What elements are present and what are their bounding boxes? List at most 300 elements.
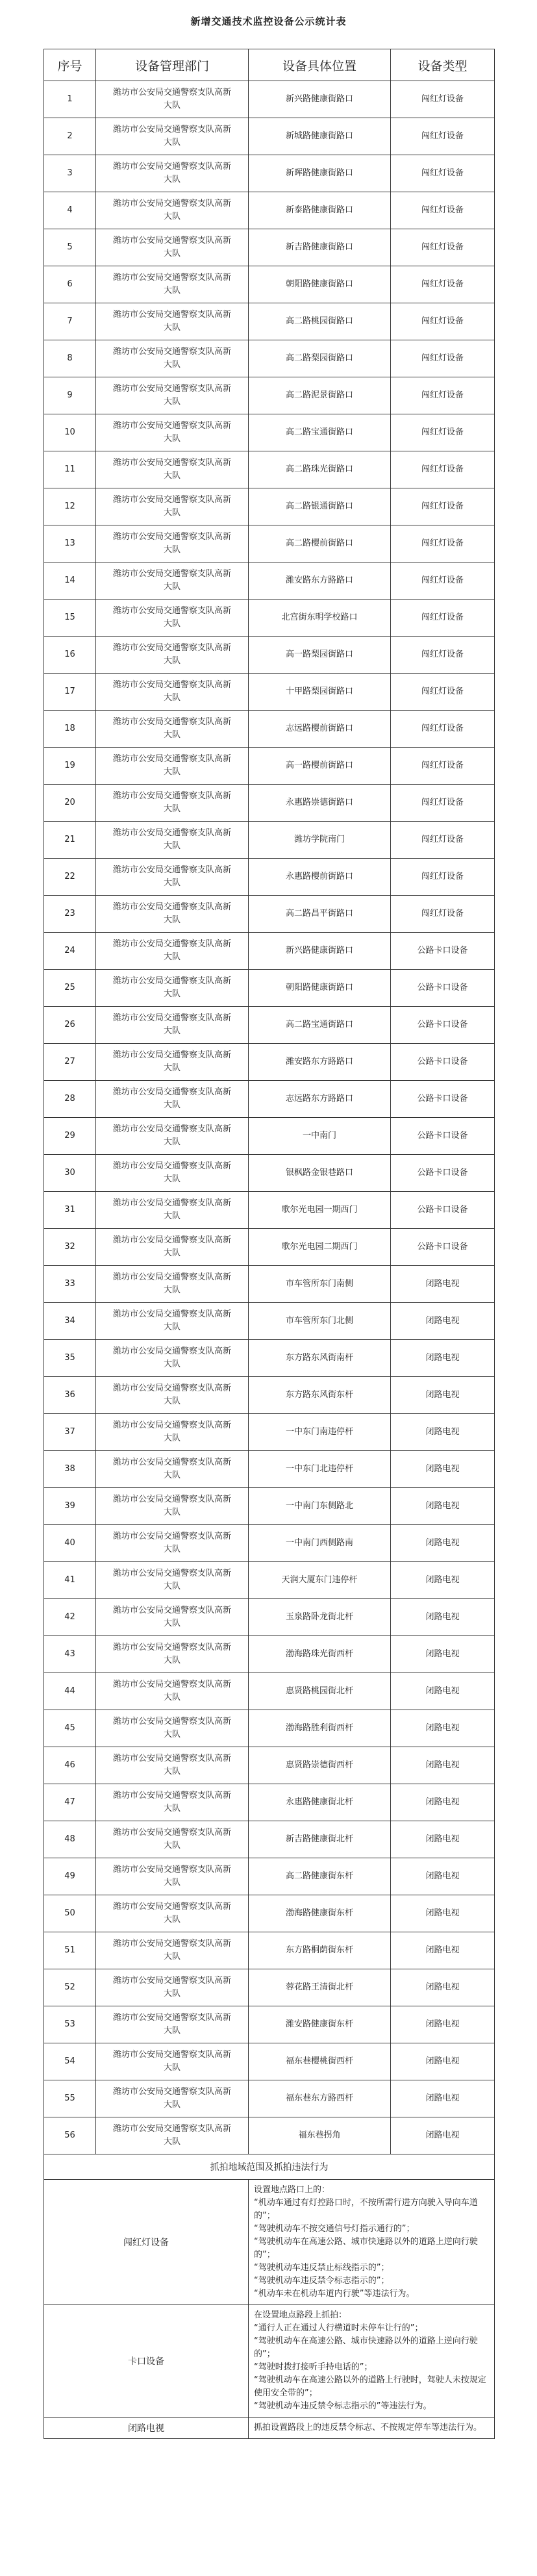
row-no: 38 [44,1451,96,1488]
row-department: 潍坊市公安局交通警察支队高新大队 [96,1044,249,1081]
table-row [44,822,495,859]
row-no: 6 [44,266,96,303]
row-location: 高一路梨园街路口 [249,637,391,674]
table-row [44,1377,495,1414]
table-row [44,1932,495,1969]
row-no: 10 [44,414,96,451]
row-department: 潍坊市公安局交通警察支队高新大队 [96,1821,249,1858]
row-location: 潍安路东方路路口 [249,1044,391,1081]
device-table [44,49,495,2439]
row-no: 27 [44,1044,96,1081]
table-row [44,2043,495,2080]
row-no: 20 [44,785,96,822]
row-location: 高二路宝通街路口 [249,414,391,451]
violation-line: 抓拍设置路段上的违反禁令标志、不按规定停车等违法行为。 [254,2423,482,2432]
violation-line: “驾驶机动车在高速公路以外的道路上行驶时，驾驶人未按规定使用安全带的”； [254,2375,486,2398]
row-department: 潍坊市公安局交通警察支队高新大队 [96,1007,249,1044]
row-type: 闯红灯设备 [391,192,495,229]
row-type: 闯红灯设备 [391,674,495,711]
row-department: 潍坊市公安局交通警察支队高新大队 [96,451,249,488]
violation-row [44,2180,495,2305]
row-type: 闭路电视 [391,1340,495,1377]
row-no: 50 [44,1895,96,1932]
table-row [44,488,495,525]
row-type: 闭路电视 [391,1377,495,1414]
row-department: 潍坊市公安局交通警察支队高新大队 [96,525,249,562]
row-department: 潍坊市公安局交通警察支队高新大队 [96,1229,249,1266]
table-row [44,896,495,933]
row-location: 天润大厦东门违停杆 [249,1562,391,1599]
row-type: 闯红灯设备 [391,81,495,118]
table-row [44,1229,495,1266]
row-type: 闭路电视 [391,1266,495,1303]
row-department: 潍坊市公安局交通警察支队高新大队 [96,1192,249,1229]
table-row [44,1081,495,1118]
row-no: 33 [44,1266,96,1303]
row-type: 闯红灯设备 [391,785,495,822]
violation-line: “机动车未在机动车道内行驶”等违法行为。 [254,2289,415,2299]
row-no: 21 [44,822,96,859]
row-department: 潍坊市公安局交通警察支队高新大队 [96,933,249,970]
row-department: 潍坊市公安局交通警察支队高新大队 [96,1414,249,1451]
row-location: 新兴路健康街路口 [249,933,391,970]
row-department: 潍坊市公安局交通警察支队高新大队 [96,2117,249,2154]
row-no: 29 [44,1118,96,1155]
table-row [44,600,495,637]
header-type: 设备类型 [391,49,495,81]
table-row [44,1747,495,1784]
row-type: 闯红灯设备 [391,562,495,600]
row-type: 闯红灯设备 [391,266,495,303]
row-type: 闭路电视 [391,2006,495,2043]
row-no: 31 [44,1192,96,1229]
row-no: 32 [44,1229,96,1266]
row-no: 12 [44,488,96,525]
row-department: 潍坊市公安局交通警察支队高新大队 [96,414,249,451]
violation-description [249,2418,495,2439]
row-location: 东方路桐荫街东杆 [249,1932,391,1969]
row-location: 永惠路健康街北杆 [249,1784,391,1821]
row-type: 闯红灯设备 [391,600,495,637]
row-department: 潍坊市公安局交通警察支队高新大队 [96,785,249,822]
row-type: 闯红灯设备 [391,118,495,155]
row-location: 一中南门 [249,1118,391,1155]
table-row [44,1451,495,1488]
table-row [44,2006,495,2043]
row-location: 一中东门北违停杆 [249,1451,391,1488]
row-no: 25 [44,970,96,1007]
table-row [44,414,495,451]
row-location: 市车管所东门南侧 [249,1266,391,1303]
row-location: 新晖路健康街路口 [249,155,391,192]
table-row [44,1007,495,1044]
row-location: 福东巷东方路西杆 [249,2080,391,2117]
row-no: 13 [44,525,96,562]
table-row [44,1710,495,1747]
table-body [44,81,495,2154]
row-type: 闭路电视 [391,1969,495,2006]
row-no: 5 [44,229,96,266]
row-location: 新城路健康街路口 [249,118,391,155]
page-title: 新增交通技术监控设备公示统计表 [190,16,347,27]
row-department: 潍坊市公安局交通警察支队高新大队 [96,674,249,711]
table-row [44,1858,495,1895]
header-no: 序号 [44,49,96,81]
row-type: 闭路电视 [391,1673,495,1710]
row-location: 东方路东风街东杆 [249,1377,391,1414]
row-department: 潍坊市公安局交通警察支队高新大队 [96,1451,249,1488]
table-row [44,748,495,785]
row-department: 潍坊市公安局交通警察支队高新大队 [96,1599,249,1636]
row-type: 闯红灯设备 [391,711,495,748]
row-department: 潍坊市公安局交通警察支队高新大队 [96,1081,249,1118]
header-location: 设备具体位置 [249,49,391,81]
row-type: 闭路电视 [391,1710,495,1747]
row-department: 潍坊市公安局交通警察支队高新大队 [96,1673,249,1710]
row-location: 高二路泥景街路口 [249,377,391,414]
table-row [44,1969,495,2006]
row-no: 40 [44,1525,96,1562]
row-department: 潍坊市公安局交通警察支队高新大队 [96,1895,249,1932]
row-department: 潍坊市公安局交通警察支队高新大队 [96,822,249,859]
row-department: 潍坊市公安局交通警察支队高新大队 [96,1340,249,1377]
table-row [44,377,495,414]
row-type: 公路卡口设备 [391,1155,495,1192]
row-department: 潍坊市公安局交通警察支队高新大队 [96,488,249,525]
violation-category: 闯红灯设备 [44,2180,249,2305]
row-department: 潍坊市公安局交通警察支队高新大队 [96,1525,249,1562]
row-type: 闯红灯设备 [391,748,495,785]
row-location: 志远路东方路路口 [249,1081,391,1118]
table-row [44,1340,495,1377]
row-no: 4 [44,192,96,229]
row-type: 闯红灯设备 [391,896,495,933]
row-type: 闯红灯设备 [391,859,495,896]
table-row [44,674,495,711]
row-location: 高二路银通街路口 [249,488,391,525]
row-type: 闯红灯设备 [391,340,495,377]
row-no: 55 [44,2080,96,2117]
table-row [44,118,495,155]
row-location: 新兴路健康街路口 [249,81,391,118]
row-location: 永惠路樱前街路口 [249,859,391,896]
row-department: 潍坊市公安局交通警察支队高新大队 [96,118,249,155]
row-location: 惠贤路崇德街西杆 [249,1747,391,1784]
table-row [44,1562,495,1599]
violation-line: 设置地点路口上的： [254,2185,331,2195]
table-row [44,525,495,562]
row-location: 惠贤路桃园街北杆 [249,1673,391,1710]
violation-description [249,2305,495,2418]
row-department: 潍坊市公安局交通警察支队高新大队 [96,1858,249,1895]
row-location: 一中南门东侧路北 [249,1488,391,1525]
row-department: 潍坊市公安局交通警察支队高新大队 [96,155,249,192]
table-row [44,562,495,600]
row-location: 高二路昌平街路口 [249,896,391,933]
row-location: 高二路宝通街路口 [249,1007,391,1044]
row-no: 19 [44,748,96,785]
row-location: 东方路东风街南杆 [249,1340,391,1377]
row-type: 闯红灯设备 [391,451,495,488]
row-no: 37 [44,1414,96,1451]
row-type: 闭路电视 [391,1932,495,1969]
violations-section-row [44,2154,495,2180]
table-row [44,1266,495,1303]
table-row [44,637,495,674]
row-department: 潍坊市公安局交通警察支队高新大队 [96,192,249,229]
table-row [44,2117,495,2154]
row-no: 52 [44,1969,96,2006]
row-department: 潍坊市公安局交通警察支队高新大队 [96,748,249,785]
row-no: 39 [44,1488,96,1525]
violation-row [44,2305,495,2418]
row-no: 44 [44,1673,96,1710]
row-department: 潍坊市公安局交通警察支队高新大队 [96,1562,249,1599]
row-no: 16 [44,637,96,674]
row-location: 歌尔光电园一期西门 [249,1192,391,1229]
row-department: 潍坊市公安局交通警察支队高新大队 [96,970,249,1007]
row-type: 闯红灯设备 [391,488,495,525]
row-location: 十甲路梨园街路口 [249,674,391,711]
row-location: 渤海路胜利街西杆 [249,1710,391,1747]
row-location: 玉泉路卧龙街北杆 [249,1599,391,1636]
row-type: 闭路电视 [391,2043,495,2080]
violation-line: “驾驶机动车不按交通信号灯指示通行的”； [254,2224,415,2234]
violations-body [44,2154,495,2439]
row-location: 潍安路东方路路口 [249,562,391,600]
row-type: 闯红灯设备 [391,229,495,266]
row-type: 公路卡口设备 [391,970,495,1007]
row-location: 福东巷樱桃街西杆 [249,2043,391,2080]
row-location: 新泰路健康街路口 [249,192,391,229]
row-no: 15 [44,600,96,637]
row-location: 新吉路健康街北杆 [249,1821,391,1858]
row-no: 35 [44,1340,96,1377]
row-type: 闭路电视 [391,1599,495,1636]
row-type: 闭路电视 [391,1784,495,1821]
table-header-row [44,49,495,81]
row-no: 2 [44,118,96,155]
row-location: 一中南门西侧路南 [249,1525,391,1562]
row-no: 18 [44,711,96,748]
table-row [44,711,495,748]
row-no: 28 [44,1081,96,1118]
row-location: 高二路梨园街路口 [249,340,391,377]
row-no: 42 [44,1599,96,1636]
row-type: 闭路电视 [391,1525,495,1562]
row-department: 潍坊市公安局交通警察支队高新大队 [96,711,249,748]
row-no: 48 [44,1821,96,1858]
row-no: 53 [44,2006,96,2043]
row-type: 闭路电视 [391,1451,495,1488]
row-type: 闯红灯设备 [391,637,495,674]
row-no: 7 [44,303,96,340]
violation-line: “驾驶机动车违反禁止标线指示的”； [254,2263,390,2273]
table-row [44,933,495,970]
table-row [44,1525,495,1562]
table-row [44,1488,495,1525]
row-no: 24 [44,933,96,970]
row-type: 闯红灯设备 [391,414,495,451]
row-no: 45 [44,1710,96,1747]
row-department: 潍坊市公安局交通警察支队高新大队 [96,2043,249,2080]
row-no: 22 [44,859,96,896]
violation-description [249,2180,495,2305]
table-row [44,1044,495,1081]
row-type: 公路卡口设备 [391,1044,495,1081]
row-type: 闭路电视 [391,1858,495,1895]
row-location: 渤海路健康街东杆 [249,1895,391,1932]
table-row [44,1118,495,1155]
row-no: 11 [44,451,96,488]
row-department: 潍坊市公安局交通警察支队高新大队 [96,266,249,303]
row-department: 潍坊市公安局交通警察支队高新大队 [96,2006,249,2043]
row-department: 潍坊市公安局交通警察支队高新大队 [96,896,249,933]
row-location: 高一路樱前街路口 [249,748,391,785]
row-type: 闭路电视 [391,1303,495,1340]
row-department: 潍坊市公安局交通警察支队高新大队 [96,340,249,377]
row-type: 闭路电视 [391,1821,495,1858]
violation-line: “驾驶时拨打接听手持电话的”； [254,2362,373,2372]
row-location: 永惠路崇德街路口 [249,785,391,822]
table-row [44,266,495,303]
row-no: 34 [44,1303,96,1340]
row-location: 市车管所东门北侧 [249,1303,391,1340]
row-type: 公路卡口设备 [391,1118,495,1155]
table-row [44,1636,495,1673]
table-row [44,859,495,896]
table-row [44,340,495,377]
row-department: 潍坊市公安局交通警察支队高新大队 [96,1303,249,1340]
row-department: 潍坊市公安局交通警察支队高新大队 [96,859,249,896]
row-location: 福东巷拐角 [249,2117,391,2154]
row-no: 51 [44,1932,96,1969]
row-type: 闯红灯设备 [391,822,495,859]
row-department: 潍坊市公安局交通警察支队高新大队 [96,229,249,266]
row-department: 潍坊市公安局交通警察支队高新大队 [96,1377,249,1414]
row-location: 高二路樱前街路口 [249,525,391,562]
table-row [44,1784,495,1821]
row-type: 闭路电视 [391,1636,495,1673]
row-type: 公路卡口设备 [391,1081,495,1118]
table-row [44,1895,495,1932]
row-type: 公路卡口设备 [391,933,495,970]
row-type: 闯红灯设备 [391,525,495,562]
row-no: 26 [44,1007,96,1044]
row-department: 潍坊市公安局交通警察支队高新大队 [96,1747,249,1784]
row-no: 30 [44,1155,96,1192]
violation-line: 在设置地点路段上抓拍： [254,2310,347,2320]
table-row [44,785,495,822]
row-type: 闭路电视 [391,1562,495,1599]
violation-category: 卡口设备 [44,2305,249,2418]
row-type: 闭路电视 [391,1895,495,1932]
row-type: 闯红灯设备 [391,377,495,414]
row-type: 闯红灯设备 [391,303,495,340]
row-no: 3 [44,155,96,192]
row-no: 8 [44,340,96,377]
row-type: 闭路电视 [391,1414,495,1451]
row-department: 潍坊市公安局交通警察支队高新大队 [96,81,249,118]
row-no: 47 [44,1784,96,1821]
row-no: 23 [44,896,96,933]
violation-line: “通行人正在通过人行横道时未停车让行的”； [254,2323,423,2333]
row-department: 潍坊市公安局交通警察支队高新大队 [96,1710,249,1747]
row-department: 潍坊市公安局交通警察支队高新大队 [96,1118,249,1155]
row-type: 闭路电视 [391,1747,495,1784]
violations-section-title: 抓拍地域范围及抓拍违法行为 [44,2154,495,2180]
row-no: 43 [44,1636,96,1673]
violation-category: 闭路电视 [44,2418,249,2439]
violation-line: “驾驶机动车违反禁令标志指示的”等违法行为。 [254,2401,432,2411]
row-no: 41 [44,1562,96,1599]
row-location: 高二路珠光街路口 [249,451,391,488]
violation-line: “机动车通过有灯控路口时，不按所需行进方向驶入导向车道的”； [254,2198,478,2221]
row-type: 闭路电视 [391,2080,495,2117]
row-department: 潍坊市公安局交通警察支队高新大队 [96,2080,249,2117]
row-type: 闭路电视 [391,1488,495,1525]
table-row [44,1414,495,1451]
table-row [44,1192,495,1229]
row-department: 潍坊市公安局交通警察支队高新大队 [96,1266,249,1303]
row-department: 潍坊市公安局交通警察支队高新大队 [96,377,249,414]
table-row [44,2080,495,2117]
row-type: 闭路电视 [391,2117,495,2154]
table-row [44,1673,495,1710]
row-department: 潍坊市公安局交通警察支队高新大队 [96,303,249,340]
table-row [44,1599,495,1636]
row-no: 56 [44,2117,96,2154]
row-location: 高二路桃园街路口 [249,303,391,340]
row-location: 潍安路健康街东杆 [249,2006,391,2043]
row-location: 朝阳路健康街路口 [249,970,391,1007]
row-location: 志远路樱前街路口 [249,711,391,748]
table-row [44,81,495,118]
table-row [44,1303,495,1340]
row-location: 朝阳路健康街路口 [249,266,391,303]
table-row [44,303,495,340]
row-department: 潍坊市公安局交通警察支队高新大队 [96,1969,249,2006]
violation-row [44,2418,495,2439]
row-department: 潍坊市公安局交通警察支队高新大队 [96,1784,249,1821]
row-location: 新吉路健康街路口 [249,229,391,266]
row-location: 银枫路金银巷路口 [249,1155,391,1192]
row-location: 一中东门南违停杆 [249,1414,391,1451]
row-no: 9 [44,377,96,414]
table-row [44,155,495,192]
row-department: 潍坊市公安局交通警察支队高新大队 [96,562,249,600]
row-department: 潍坊市公安局交通警察支队高新大队 [96,1488,249,1525]
row-type: 公路卡口设备 [391,1192,495,1229]
row-location: 高二路健康街东杆 [249,1858,391,1895]
row-location: 歌尔光电园二期西门 [249,1229,391,1266]
row-department: 潍坊市公安局交通警察支队高新大队 [96,1636,249,1673]
violation-line: “驾驶机动车在高速公路、城市快速路以外的道路上逆向行驶的”； [254,2336,478,2359]
violation-line: “驾驶机动车违反禁令标志指示的”； [254,2276,390,2286]
row-location: 渤海路珠光街西杆 [249,1636,391,1673]
row-no: 1 [44,81,96,118]
row-type: 闯红灯设备 [391,155,495,192]
table-row [44,229,495,266]
row-no: 54 [44,2043,96,2080]
table-row [44,970,495,1007]
row-department: 潍坊市公安局交通警察支队高新大队 [96,637,249,674]
row-no: 14 [44,562,96,600]
table-row [44,1821,495,1858]
table-row [44,1155,495,1192]
row-type: 公路卡口设备 [391,1007,495,1044]
row-no: 49 [44,1858,96,1895]
